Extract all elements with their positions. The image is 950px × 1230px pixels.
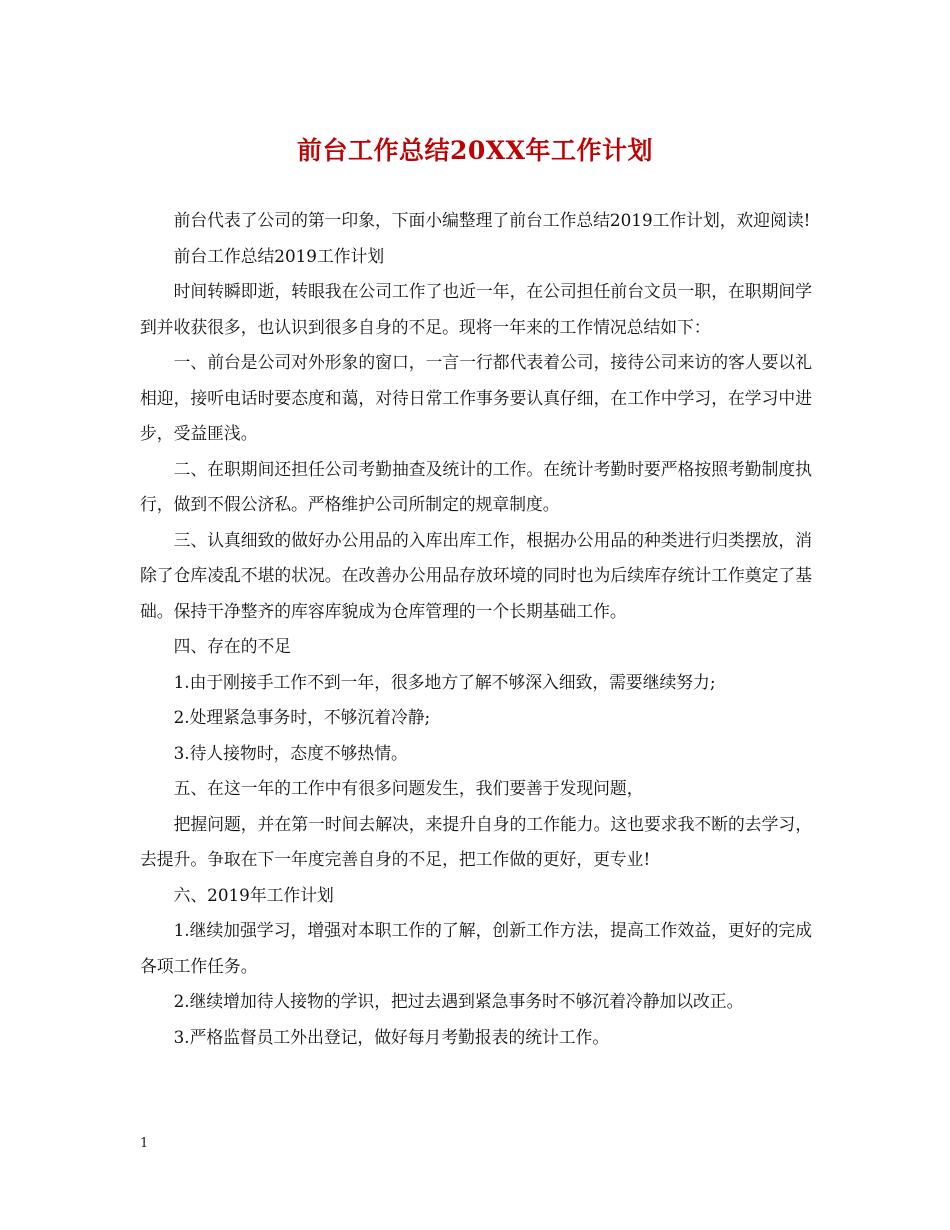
section-five-paragraph: 把握问题，并在第一时间去解决，来提升自身的工作能力。这也要求我不断的去学习，去提升。争取在下一年度完善自身的不足，把工作做的更好，更专业! (140, 813, 812, 869)
section-five-heading: 五、在这一年的工作中有很多问题发生，我们要善于发现问题， (173, 778, 644, 798)
plan-item-1: 1.继续加强学习，增强对本职工作的了解，创新工作方法，提高工作效益，更好的完成各项工作任务。 (140, 920, 812, 976)
page-number: 1 (140, 1136, 149, 1151)
shortcoming-item-2: 2.处理紧急事务时，不够沉着冷静; (173, 707, 431, 727)
section-three-paragraph: 三、认真细致的做好办公用品的入库出库工作，根据办公用品的种类进行归类摆放，消除了仓库凌乱不堪的状况。在改善办公用品存放环境的同时也为后续库存统计工作奠定了基础。保持干净整齐的库容库貌成为仓库管理的一个长期基础工作。 (140, 529, 812, 621)
section-six-heading: 六、2019年工作计划 (173, 884, 334, 905)
shortcoming-item-3: 3.待人接物时，态度不够热情。 (173, 742, 408, 763)
shortcoming-item-1: 1.由于刚接手工作不到一年，很多地方了解不够深入细致，需要继续努力; (173, 671, 716, 692)
section-one-paragraph: 一、前台是公司对外形象的窗口，一言一行都代表着公司，接待公司来访的客人要以礼相迎，接听电话时要态度和蔼，对待日常工作事务要认真仔细，在工作中学习，在学习中进步，受益匪浅。 (140, 352, 812, 443)
intro-paragraph: 前台代表了公司的第一印象，下面小编整理了前台工作总结2019工作计划，欢迎阅读! (173, 210, 811, 230)
plan-item-2: 2.继续增加待人接物的学识，把过去遇到紧急事务时不够沉着冷静加以改正。 (173, 991, 744, 1011)
document-title: 前台工作总结20XX年工作计划 (296, 136, 654, 165)
plan-item-3: 3.严格监督员工外出登记，做好每月考勤报表的统计工作。 (173, 1026, 610, 1047)
section-four-heading: 四、存在的不足 (173, 636, 292, 656)
document-body (140, 203, 812, 1055)
subtitle-paragraph: 前台工作总结2019工作计划 (173, 245, 385, 266)
section-two-paragraph: 二、在职期间还担任公司考勤抽查及统计的工作。在统计考勤时要严格按照考勤制度执行，做到不假公济私。严格维护公司所制定的规章制度。 (140, 458, 812, 514)
opening-paragraph: 时间转瞬即逝，转眼我在公司工作了也近一年，在公司担任前台文员一职，在职期间学到并收获很多，也认识到很多自身的不足。现将一年来的工作情况总结如下： (140, 281, 812, 337)
